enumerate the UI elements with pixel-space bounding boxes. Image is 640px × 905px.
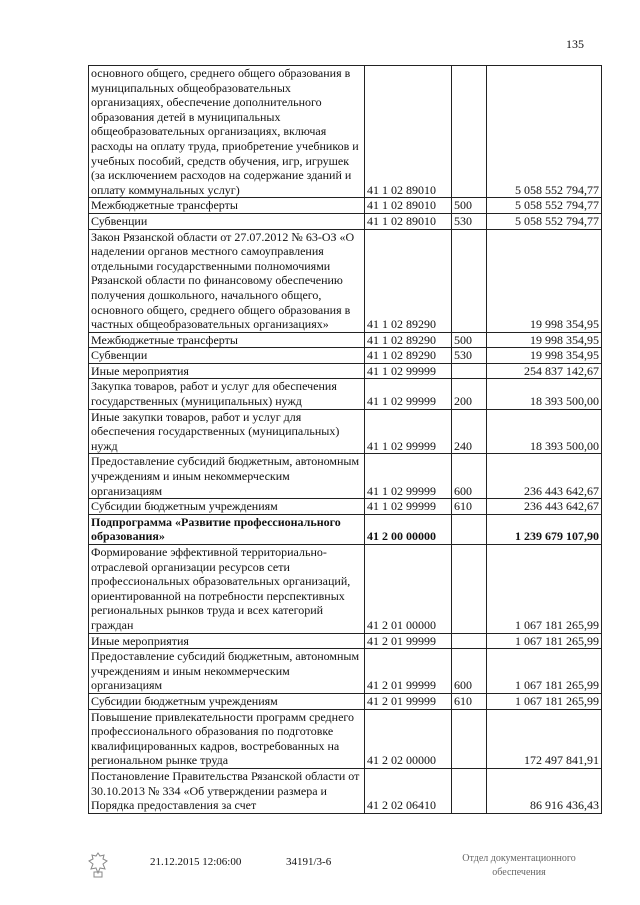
table-row <box>89 499 602 515</box>
row-code-cell: 41 1 02 99999 <box>365 363 452 379</box>
row-sum-cell: 18 393 500,00 <box>487 409 602 454</box>
table-row <box>89 363 602 379</box>
row-name-cell: Формирование эффективной территориально-отраслевой организации ресурсов сети профессиональных образовательных организаций, ориентированной на потребности перспективных региональных рынков труда и всех категорий граждан <box>89 545 365 634</box>
row-sum-cell: 19 998 354,95 <box>487 348 602 364</box>
row-name-cell: Иные закупки товаров, работ и услуг для обеспечения государственных (муниципальных) нужд <box>89 409 365 454</box>
row-sum-cell: 5 058 552 794,77 <box>487 66 602 198</box>
row-name-cell: Закупка товаров, работ и услуг для обеспечения государственных (муниципальных) нужд <box>89 379 365 409</box>
footer-datetime: 21.12.2015 12:06:00 <box>150 856 242 868</box>
row-vr-cell: 610 <box>452 499 487 515</box>
table-row <box>89 409 602 454</box>
row-code-cell: 41 1 02 89290 <box>365 348 452 364</box>
row-code-cell: 41 1 02 89010 <box>365 213 452 229</box>
row-vr-cell <box>452 514 487 544</box>
table-row <box>89 709 602 768</box>
row-vr-cell: 600 <box>452 649 487 694</box>
row-vr-cell: 500 <box>452 198 487 214</box>
budget-table-body <box>89 66 602 814</box>
table-row <box>89 693 602 709</box>
row-sum-cell: 5 058 552 794,77 <box>487 198 602 214</box>
row-vr-cell <box>452 633 487 649</box>
table-row <box>89 768 602 813</box>
row-vr-cell: 200 <box>452 379 487 409</box>
row-vr-cell <box>452 768 487 813</box>
footer-doc-id: 34191/3-6 <box>286 856 332 868</box>
row-sum-cell: 19 998 354,95 <box>487 332 602 348</box>
row-sum-cell: 1 067 181 265,99 <box>487 693 602 709</box>
row-code-cell: 41 2 01 99999 <box>365 649 452 694</box>
table-row <box>89 649 602 694</box>
row-sum-cell: 1 239 679 107,90 <box>487 514 602 544</box>
row-vr-cell <box>452 363 487 379</box>
row-name-cell: Постановление Правительства Рязанской области от 30.10.2013 № 334 «Об утверждении размера и Порядка предоставления за счет <box>89 768 365 813</box>
row-sum-cell: 1 067 181 265,99 <box>487 545 602 634</box>
table-row <box>89 332 602 348</box>
row-code-cell: 41 1 02 99999 <box>365 409 452 454</box>
row-name-cell: Субсидии бюджетным учреждениям <box>89 499 365 515</box>
row-vr-cell <box>452 709 487 768</box>
row-vr-cell: 530 <box>452 348 487 364</box>
row-vr-cell: 240 <box>452 409 487 454</box>
budget-table <box>88 65 602 814</box>
table-row <box>89 229 602 332</box>
row-name-cell: Предоставление субсидий бюджетным, автономным учреждениям и иным некоммерческим организациям <box>89 454 365 499</box>
row-code-cell: 41 2 01 00000 <box>365 545 452 634</box>
row-name-cell: Субсидии бюджетным учреждениям <box>89 693 365 709</box>
row-code-cell: 41 1 02 99999 <box>365 379 452 409</box>
row-sum-cell: 236 443 642,67 <box>487 454 602 499</box>
row-vr-cell: 530 <box>452 213 487 229</box>
table-row <box>89 545 602 634</box>
row-name-cell: Межбюджетные трансферты <box>89 198 365 214</box>
row-code-cell: 41 1 02 89290 <box>365 332 452 348</box>
row-name-cell: Подпрограмма «Развитие профессионального образования» <box>89 514 365 544</box>
row-vr-cell: 600 <box>452 454 487 499</box>
row-sum-cell: 172 497 841,91 <box>487 709 602 768</box>
row-name-cell: Субвенции <box>89 213 365 229</box>
row-code-cell: 41 2 02 06410 <box>365 768 452 813</box>
row-vr-cell: 500 <box>452 332 487 348</box>
row-code-cell: 41 1 02 89290 <box>365 229 452 332</box>
row-code-cell: 41 1 02 89010 <box>365 66 452 198</box>
row-name-cell: Закон Рязанской области от 27.07.2012 № 63-ОЗ «О наделении органов местного самоуправления отдельными государственными полномочиями Рязанской области по финансовому обеспечению получения дошкольного, начального общего, основного общего, среднего общего образования в частных общеобразовательных организациях» <box>89 229 365 332</box>
table-row <box>89 348 602 364</box>
footer-stamp: Отдел документационного обеспечения <box>462 853 576 878</box>
row-name-cell: Предоставление субсидий бюджетным, автономным учреждениям и иным некоммерческим организациям <box>89 649 365 694</box>
row-vr-cell: 610 <box>452 693 487 709</box>
row-vr-cell <box>452 229 487 332</box>
row-code-cell: 41 2 02 00000 <box>365 709 452 768</box>
table-row <box>89 514 602 544</box>
row-sum-cell: 254 837 142,67 <box>487 363 602 379</box>
row-code-cell: 41 2 01 99999 <box>365 693 452 709</box>
row-code-cell: 41 2 00 00000 <box>365 514 452 544</box>
row-name-cell: Иные мероприятия <box>89 363 365 379</box>
page-number: 135 <box>566 37 584 51</box>
row-code-cell: 41 1 02 89010 <box>365 198 452 214</box>
row-name-cell: Повышение привлекательности программ среднего профессионального образования по подготовке квалифицированных кадров, востребованных на региональном рынке труда <box>89 709 365 768</box>
table-row <box>89 198 602 214</box>
row-name-cell: Межбюджетные трансферты <box>89 332 365 348</box>
row-name-cell: основного общего, среднего общего образования в муниципальных общеобразовательных организациях, обеспечение дополнительного образования детей в муниципальных общеобразовательных организациях, включая расходы на оплату труда, приобретение учебников и учебных пособий, средств обучения, игр, игрушек (за исключением расходов на содержание зданий и оплату коммунальных услуг) <box>89 66 365 198</box>
row-sum-cell: 236 443 642,67 <box>487 499 602 515</box>
row-name-cell: Иные мероприятия <box>89 633 365 649</box>
row-sum-cell: 86 916 436,43 <box>487 768 602 813</box>
table-row <box>89 454 602 499</box>
row-name-cell: Субвенции <box>89 348 365 364</box>
table-row <box>89 379 602 409</box>
table-row <box>89 213 602 229</box>
row-code-cell: 41 1 02 99999 <box>365 499 452 515</box>
row-sum-cell: 18 393 500,00 <box>487 379 602 409</box>
row-sum-cell: 1 067 181 265,99 <box>487 633 602 649</box>
row-code-cell: 41 2 01 99999 <box>365 633 452 649</box>
row-sum-cell: 19 998 354,95 <box>487 229 602 332</box>
row-vr-cell <box>452 66 487 198</box>
row-code-cell: 41 1 02 99999 <box>365 454 452 499</box>
row-sum-cell: 1 067 181 265,99 <box>487 649 602 694</box>
table-row <box>89 633 602 649</box>
coat-of-arms-icon <box>88 852 108 878</box>
row-sum-cell: 5 058 552 794,77 <box>487 213 602 229</box>
table-row <box>89 66 602 198</box>
row-vr-cell <box>452 545 487 634</box>
